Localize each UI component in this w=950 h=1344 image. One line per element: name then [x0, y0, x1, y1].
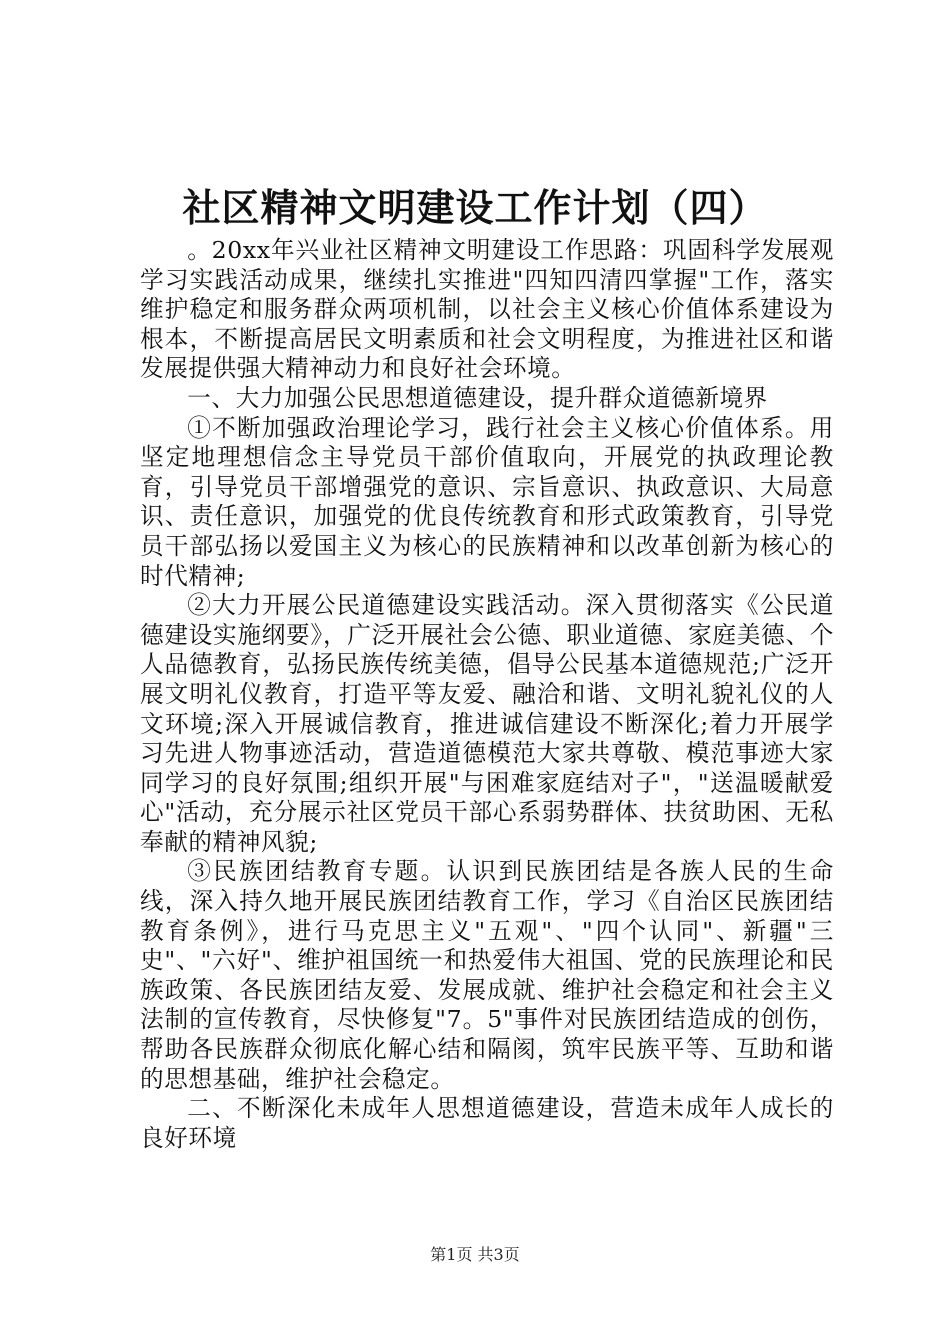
paragraph-intro: 。20xx年兴业社区精神文明建设工作思路：巩固科学发展观学习实践活动成果，继续扎实推进"四知四清四掌握"工作，落实维护稳定和服务群众两项机制，以社会主义核心价值体系建设为根本，不断提高居民文明素质和社会文明程度，为推进社区和谐发展提供强大精神动力和良好社会环境。: [140, 236, 834, 383]
document-body: [140, 236, 834, 1153]
paragraph-item-2: ②大力开展公民道德建设实践活动。深入贯彻落实《公民道德建设实施纲要》，广泛开展社会公德、职业道德、家庭美德、个人品德教育，弘扬民族传统美德，倡导公民基本道德规范;广泛开展文明礼仪教育，打造平等友爱、融洽和谐、文明礼貌礼仪的人文环境;深入开展诚信教育，推进诚信建设不断深化;着力开展学习先进人物事迹活动，营造道德模范大家共尊敬、模范事迹大家同学习的良好氛围;组织开展"与困难家庭结对子"，"送温暖献爱心"活动，充分展示社区党员干部心系弱势群体、扶贫助困、无私奉献的精神风貌;: [140, 591, 834, 856]
section-heading-1: 一、大力加强公民思想道德建设，提升群众道德新境界: [187, 383, 768, 412]
page-number-footer: 第1页 共3页: [430, 1245, 520, 1264]
paragraph-item-3: ③民族团结教育专题。认识到民族团结是各族人民的生命线，深入持久地开展民族团结教育工作，学习《自治区民族团结教育条例》，进行马克思主义"五观"、"四个认同"、新疆"三史"、"六好"、维护祖国统一和热爱伟大祖国、党的民族理论和民族政策、各民族团结友爱、发展成就、维护社会稳定和社会主义法制的宣传教育，尽快修复"7。5"事件对民族团结造成的创伤，帮助各民族群众彻底化解心结和隔阂，筑牢民族平等、互助和谐的思想基础，维护社会稳定。: [140, 857, 834, 1093]
document-title: 社区精神文明建设工作计划（四）: [182, 186, 768, 230]
section-heading-2: 二、不断深化未成年人思想道德建设，营造未成年人成长的良好环境: [140, 1094, 834, 1152]
paragraph-item-1: ①不断加强政治理论学习，践行社会主义核心价值体系。用坚定地理想信念主导党员干部价值取向，开展党的执政理论教育，引导党员干部增强党的意识、宗旨意识、执政意识、大局意识、责任意识，加强党的优良传统教育和形式政策教育，引导党员干部弘扬以爱国主义为核心的民族精神和以改革创新为核心的时代精神;: [140, 413, 834, 590]
